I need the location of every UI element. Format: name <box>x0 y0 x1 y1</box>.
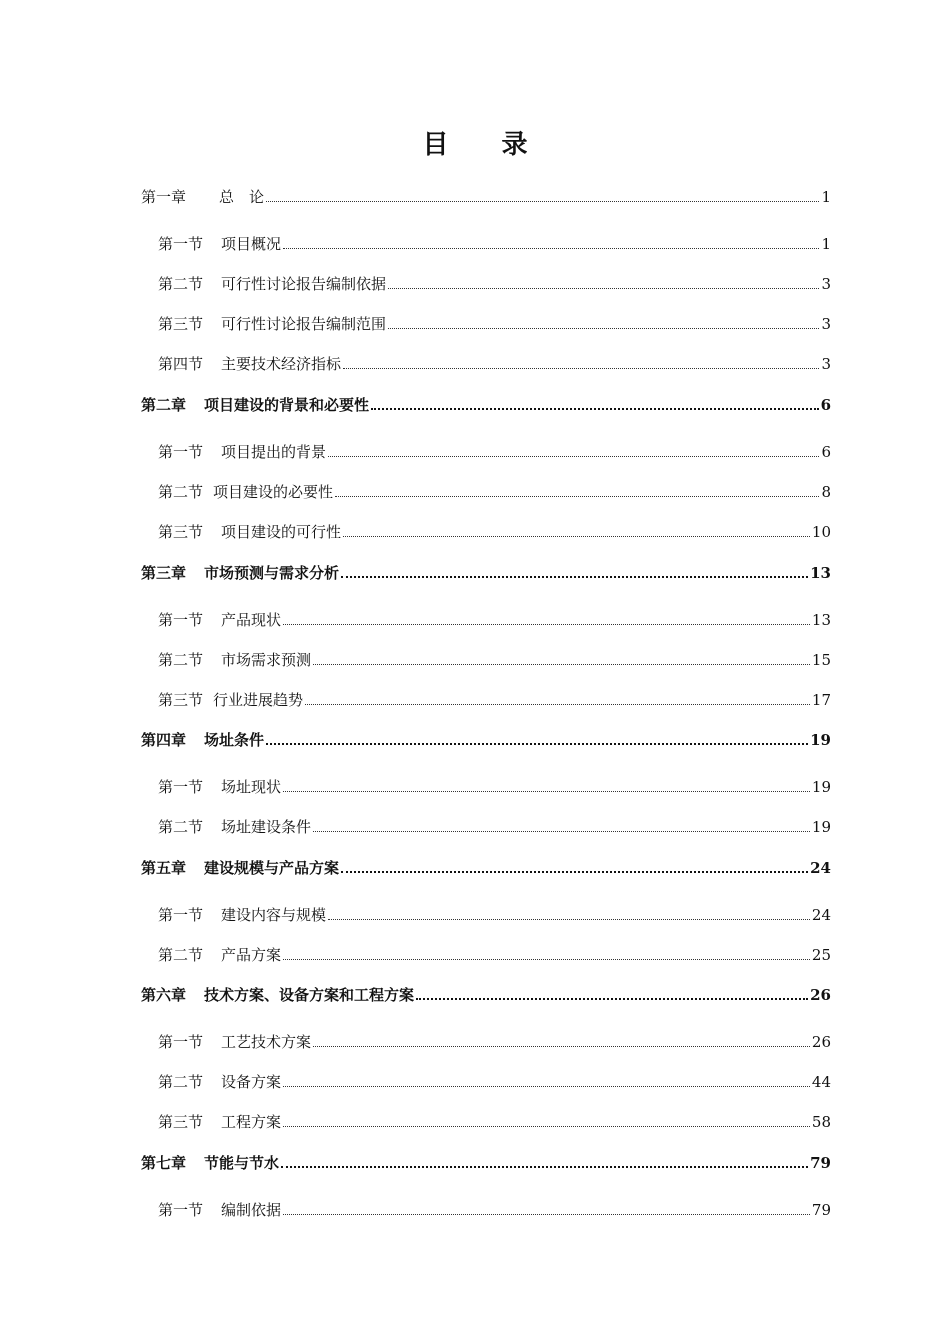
dot-leader <box>313 1046 810 1047</box>
toc-entry[interactable] <box>158 353 831 375</box>
entry-title: 场址现状 <box>221 778 282 796</box>
entry-title: 场址条件 <box>204 731 265 749</box>
entry-number: 第四节 <box>158 355 204 373</box>
toc-entry[interactable] <box>141 857 831 879</box>
dot-leader <box>388 328 819 329</box>
entry-page: 58 <box>811 1113 831 1131</box>
entry-page: 17 <box>811 691 831 709</box>
entry-number: 第二节 <box>158 946 204 964</box>
toc-entry[interactable] <box>158 441 831 463</box>
entry-page: 13 <box>811 611 831 629</box>
toc-entry[interactable] <box>141 186 831 208</box>
entry-number: 第二节 <box>158 818 204 836</box>
entry-title: 项目建设的必要性 <box>213 483 334 501</box>
entry-number: 第二节 <box>158 275 204 293</box>
dot-leader <box>371 408 819 410</box>
entry-title: 市场需求预测 <box>221 651 312 669</box>
toc-entry[interactable] <box>158 481 831 503</box>
entry-page: 3 <box>821 355 831 373</box>
dot-leader <box>283 1126 810 1127</box>
entry-page: 24 <box>810 859 831 877</box>
toc-entry[interactable] <box>158 609 831 631</box>
toc-title: 目 录 <box>422 130 550 160</box>
toc-entry[interactable] <box>141 984 831 1006</box>
dot-leader <box>313 831 810 832</box>
dot-leader <box>281 1166 808 1168</box>
entry-title: 可行性讨论报告编制范围 <box>221 315 387 333</box>
entry-number: 第三节 <box>158 523 204 541</box>
entry-title: 项目建设的可行性 <box>221 523 342 541</box>
entry-number: 第七章 <box>141 1154 187 1172</box>
entry-page: 24 <box>811 906 831 924</box>
entry-page: 1 <box>821 188 831 206</box>
entry-title: 编制依据 <box>221 1201 282 1219</box>
entry-title: 技术方案、设备方案和工程方案 <box>204 986 415 1004</box>
entry-title: 产品方案 <box>221 946 282 964</box>
entry-number: 第六章 <box>141 986 187 1004</box>
entry-title: 项目建设的背景和必要性 <box>204 396 370 414</box>
entry-page: 19 <box>811 778 831 796</box>
toc-entry[interactable] <box>158 1031 831 1053</box>
entry-number: 第三节 <box>158 691 204 709</box>
toc-entry[interactable] <box>158 816 831 838</box>
entry-title: 工程方案 <box>221 1113 282 1131</box>
toc-entry[interactable] <box>158 1199 831 1221</box>
entry-number: 第一节 <box>158 611 204 629</box>
dot-leader <box>313 664 810 665</box>
dot-leader <box>341 576 808 578</box>
toc-entry[interactable] <box>158 689 831 711</box>
entry-number: 第四章 <box>141 731 187 749</box>
entry-page: 10 <box>811 523 831 541</box>
toc-entry[interactable] <box>158 521 831 543</box>
entry-title: 总 论 <box>219 188 265 206</box>
entry-title: 市场预测与需求分析 <box>204 564 340 582</box>
entry-page: 79 <box>810 1154 831 1172</box>
dot-leader <box>335 496 819 497</box>
toc-entry[interactable] <box>141 394 831 416</box>
dot-leader <box>343 536 810 537</box>
entry-number: 第三节 <box>158 1113 204 1131</box>
entry-number: 第一章 <box>141 188 187 206</box>
dot-leader <box>283 959 810 960</box>
entry-page: 19 <box>810 731 831 749</box>
dot-leader <box>343 368 819 369</box>
entry-title: 主要技术经济指标 <box>221 355 342 373</box>
entry-title: 场址建设条件 <box>221 818 312 836</box>
entry-page: 15 <box>811 651 831 669</box>
entry-title: 行业进展趋势 <box>213 691 304 709</box>
entry-page: 3 <box>821 315 831 333</box>
entry-page: 26 <box>811 1033 831 1051</box>
toc-entry[interactable] <box>158 273 831 295</box>
entry-title: 产品现状 <box>221 611 282 629</box>
entry-number: 第一节 <box>158 778 204 796</box>
dot-leader <box>416 998 808 1000</box>
entry-page: 25 <box>811 946 831 964</box>
toc-entry[interactable] <box>158 649 831 671</box>
toc-entry[interactable] <box>158 313 831 335</box>
entry-number: 第一节 <box>158 443 204 461</box>
entry-number: 第一节 <box>158 1201 204 1219</box>
dot-leader <box>283 791 810 792</box>
dot-leader <box>283 1086 810 1087</box>
entry-title: 节能与节水 <box>204 1154 280 1172</box>
dot-leader <box>283 624 810 625</box>
toc-entry[interactable] <box>158 904 831 926</box>
dot-leader <box>388 288 819 289</box>
entry-page: 79 <box>811 1201 831 1219</box>
entry-number: 第二节 <box>158 1073 204 1091</box>
dot-leader <box>283 1214 810 1215</box>
dot-leader <box>283 248 819 249</box>
entry-page: 19 <box>811 818 831 836</box>
entry-number: 第二节 <box>158 483 204 501</box>
toc-entry[interactable] <box>158 776 831 798</box>
entry-number: 第五章 <box>141 859 187 877</box>
entry-page: 44 <box>811 1073 831 1091</box>
entry-page: 1 <box>821 235 831 253</box>
entry-title: 设备方案 <box>221 1073 282 1091</box>
toc-entry[interactable] <box>158 944 831 966</box>
entry-page: 8 <box>821 483 831 501</box>
entry-page: 6 <box>821 443 831 461</box>
entry-title: 项目概况 <box>221 235 282 253</box>
dot-leader <box>266 201 819 202</box>
toc-entry[interactable] <box>158 1071 831 1093</box>
dot-leader <box>305 704 810 705</box>
entry-page: 6 <box>820 396 831 414</box>
entry-title: 建设规模与产品方案 <box>204 859 340 877</box>
dot-leader <box>328 456 819 457</box>
entry-page: 3 <box>821 275 831 293</box>
toc-entry[interactable] <box>141 562 831 584</box>
toc-entry[interactable] <box>158 1111 831 1133</box>
entry-page: 26 <box>810 986 831 1004</box>
entry-number: 第一节 <box>158 235 204 253</box>
toc-entry[interactable] <box>141 1152 831 1174</box>
toc-entry[interactable] <box>141 729 831 751</box>
entry-title: 可行性讨论报告编制依据 <box>221 275 387 293</box>
dot-leader <box>328 919 810 920</box>
entry-number: 第三节 <box>158 315 204 333</box>
entry-title: 建设内容与规模 <box>221 906 327 924</box>
entry-number: 第一节 <box>158 1033 204 1051</box>
entry-number: 第三章 <box>141 564 187 582</box>
entry-title: 项目提出的背景 <box>221 443 327 461</box>
entry-title: 工艺技术方案 <box>221 1033 312 1051</box>
dot-leader <box>266 743 808 745</box>
toc-entry[interactable] <box>158 233 831 255</box>
entry-number: 第二章 <box>141 396 187 414</box>
entry-number: 第一节 <box>158 906 204 924</box>
dot-leader <box>341 871 808 873</box>
entry-page: 13 <box>810 564 831 582</box>
entry-number: 第二节 <box>158 651 204 669</box>
